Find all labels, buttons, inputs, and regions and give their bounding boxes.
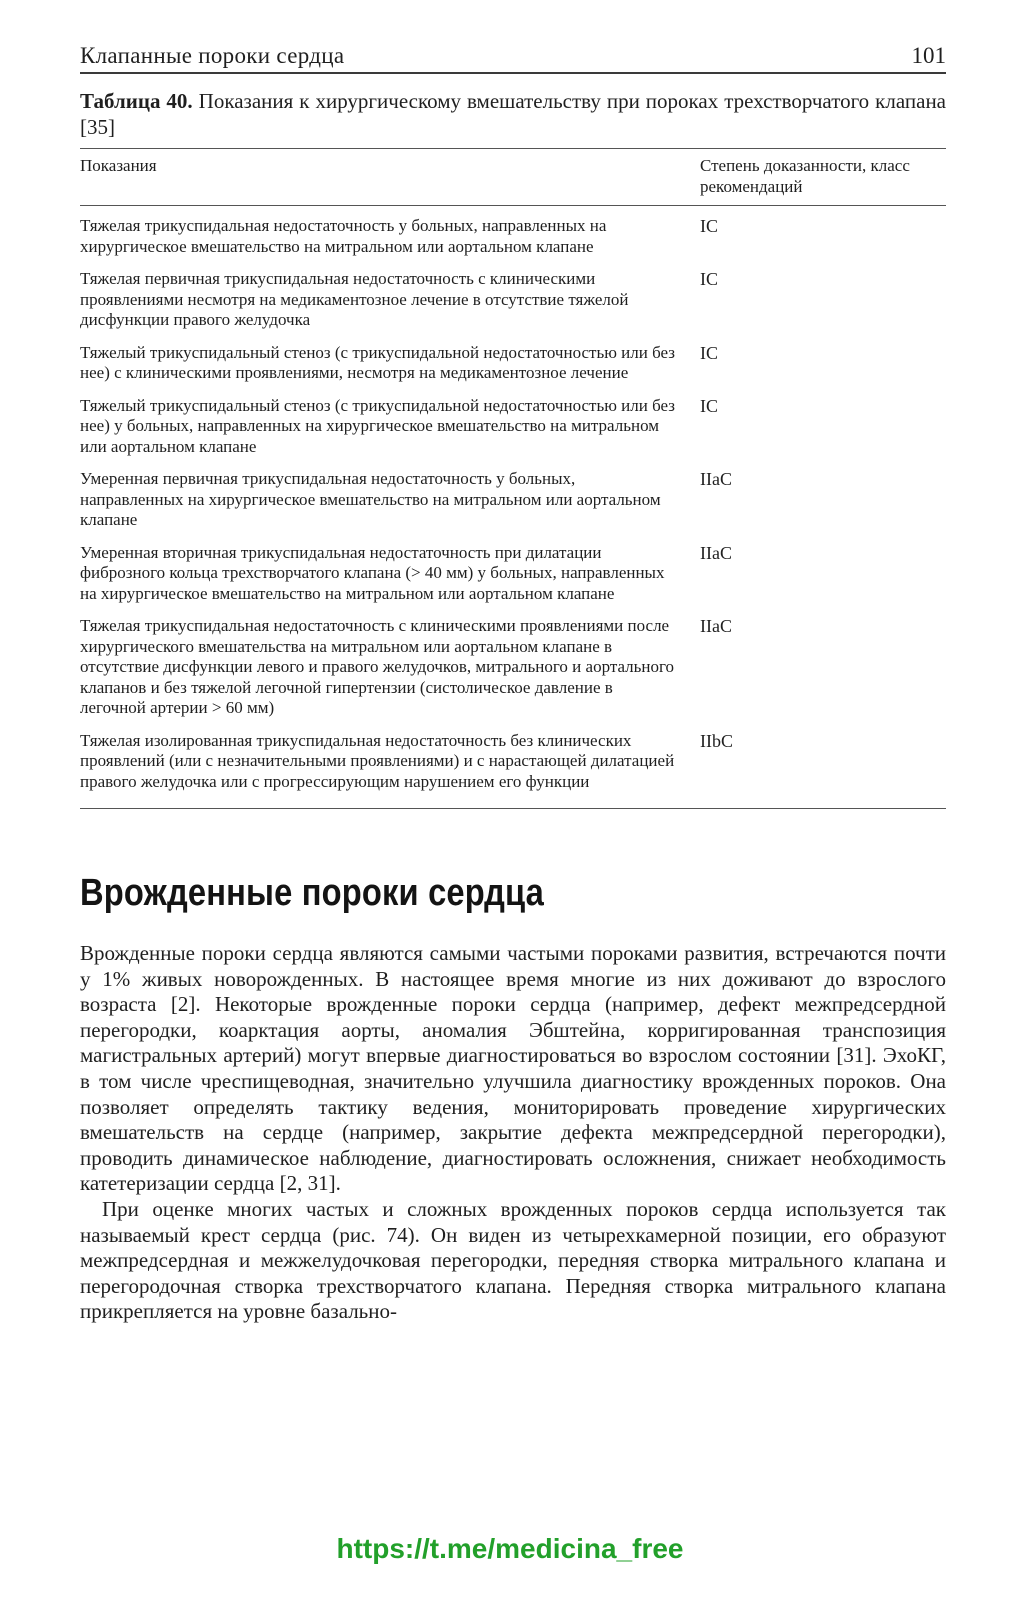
evidence-cell: IC (700, 395, 718, 416)
table-row (80, 731, 946, 793)
table-row (80, 216, 946, 257)
column-header-indication: Показания (80, 156, 157, 175)
running-head (80, 38, 946, 74)
indication-cell: Тяжелая изолированная трикуспидальная недостаточность без клинических проявлений (или с незначительными проявлениями) и с нарастающей дилатацией правого желудочка или с прогрессирующим нарушением его функции (80, 730, 675, 791)
evidence-cell: IC (700, 269, 718, 289)
indication-cell: Умеренная вторичная трикуспидальная недостаточность при дилатации фиброзного кольца трехстворчатого клапана (> 40 мм) у больных, направленных на хирургическое вмешательство на митральном или аортальном клапане (80, 542, 665, 603)
table-body (80, 206, 946, 808)
table-caption (80, 88, 946, 140)
table-row (80, 269, 946, 331)
table-row (80, 543, 946, 605)
indication-cell: Тяжелая первичная трикуспидальная недостаточность с клиническими проявлениями несмотря на медикаментозное лечение в отсутствие тяжелой дисфункции правого желудочка (80, 269, 629, 329)
watermark-link[interactable]: https://t.me/medicina_free (336, 1533, 684, 1564)
page-number: 101 (911, 43, 946, 68)
evidence-cell: IC (700, 216, 718, 236)
table-row (80, 616, 946, 719)
table-row (80, 396, 946, 458)
indication-cell: Умеренная первичная трикуспидальная недостаточность у больных, направленных на хирургическое вмешательство на митральном или аортальном клапане (80, 469, 661, 529)
table-label: Таблица 40. (80, 89, 193, 113)
body-paragraph: При оценке многих частых и сложных врожденных пороков сердца используется так называемый крест сердца (рис. 74). Он виден из четырехкамерной позиции, его образуют межпредсердная и межжелудочковая перегородки, передняя створка митрального клапана и перегородочная створка трехстворчатого клапана. Передняя створка митрального клапана прикрепляется на уровне базально- (80, 1196, 946, 1324)
table-header (80, 149, 946, 206)
evidence-cell: IC (700, 342, 718, 363)
indication-cell: Тяжелый трикуспидальный стеноз (с трикуспидальной недостаточностью или без нее) у больных, направленных на хирургическое вмешательство на митральном или аортальном клапане (80, 395, 675, 456)
running-title: Клапанные пороки сердца (80, 43, 345, 68)
column-header-evidence: Степень доказанности, класс рекомендаций (700, 156, 910, 196)
evidence-cell: IIaC (700, 542, 732, 563)
indications-table (80, 148, 946, 809)
indication-cell: Тяжелая трикуспидальная недостаточность с клиническими проявлениями после хирургического вмешательства на митральном или аортальном клапане в отсутствие дисфункции левого и правого желудочков, митрального и аортального клапанов и без тяжелой легочной гипертензии (систолическое давление в легочной артерии > 60 мм) (80, 616, 675, 717)
evidence-cell: IIbC (700, 730, 733, 751)
table-row (80, 469, 946, 531)
table-caption-text: Показания к хирургическому вмешательству при пороках трехстворчатого клапана [35] (80, 89, 947, 139)
table-row (80, 343, 946, 384)
evidence-cell: IIaC (700, 469, 732, 489)
evidence-cell: IIaC (700, 616, 732, 636)
book-page (80, 38, 946, 1325)
section-heading: Врожденные пороки сердца (80, 872, 545, 914)
body-paragraph: Врожденные пороки сердца являются самыми частыми пороками развития, встречаются почти у 1% живых новорожденных. В настоящее время многие из них доживают до взрослого возраста [2]. Некоторые врожденные пороки сердца (например, дефект межпредсердной перегородки, коарктация аорты, аномалия Эбштейна, корригированная транспозиция магистральных артерий) могут впервые диагностироваться во взрослом состоянии [31]. ЭхоКГ, в том числе чреспищеводная, значительно улучшила диагностику врожденных пороков. Она позволяет определять тактику ведения, мониторировать проведение хирургических вмешательств на сердце (например, закрытие дефекта межпредсердной перегородки), проводить динамическое наблюдение, диагностировать осложнения, снижает необходимость катетеризации сердца [2, 31]. (80, 941, 946, 1196)
indication-cell: Тяжелая трикуспидальная недостаточность у больных, направленных на хирургическое вмешательство на митральном или аортальном клапане (80, 216, 607, 256)
indication-cell: Тяжелый трикуспидальный стеноз (с трикуспидальной недостаточностью или без нее) с клиническими проявлениями, несмотря на медикаментозное лечение (80, 342, 675, 382)
